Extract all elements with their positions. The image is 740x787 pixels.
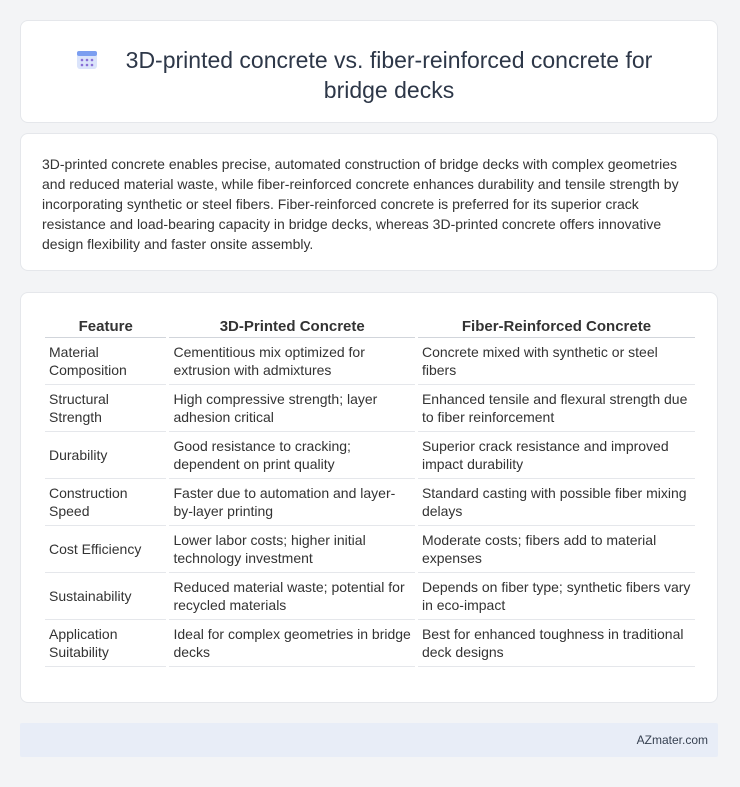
feature-cell: Application Suitability [45,620,166,667]
printed-cell: Ideal for complex geometries in bridge decks [169,620,414,667]
comparison-card [20,292,718,703]
printed-cell: High compressive strength; layer adhesion critical [169,385,414,432]
feature-cell: Structural Strength [45,385,166,432]
column-header: 3D-Printed Concrete [169,313,414,338]
feature-cell: Sustainability [45,573,166,620]
table-header-row [45,313,695,338]
printed-cell: Good resistance to cracking; dependent on print quality [169,432,414,479]
fiber-cell: Superior crack resistance and improved impact durability [418,432,695,479]
intro-card [20,133,718,271]
table-row [45,620,695,667]
intro-paragraph: 3D-printed concrete enables precise, automated construction of bridge decks with complex geometries and reduced material waste, while fiber-reinforced concrete enhances durability and tensile strength by incorporating synthetic or steel fibers. Fiber-reinforced concrete is preferred for its superior crack resistance and load-bearing capacity in bridge decks, whereas 3D-printed concrete offers innovative design flexibility and faster onsite assembly. [42,156,679,252]
fiber-cell: Enhanced tensile and flexural strength due to fiber reinforcement [418,385,695,432]
feature-cell: Durability [45,432,166,479]
table-row [45,526,695,573]
table-row [45,573,695,620]
footer-bar [20,723,718,757]
fiber-cell: Moderate costs; fibers add to material expenses [418,526,695,573]
table-row [45,479,695,526]
printed-cell: Cementitious mix optimized for extrusion with admixtures [169,338,414,385]
fiber-cell: Depends on fiber type; synthetic fibers vary in eco-impact [418,573,695,620]
title-card [20,20,718,123]
feature-cell: Material Composition [45,338,166,385]
fiber-cell: Concrete mixed with synthetic or steel fibers [418,338,695,385]
table-row [45,338,695,385]
feature-cell: Construction Speed [45,479,166,526]
source-label: AZmater.com [636,733,708,747]
column-header: Fiber-Reinforced Concrete [418,313,695,338]
page-title: 3D-printed concrete vs. fiber-reinforced concrete for bridge decks [125,47,653,103]
feature-cell: Cost Efficiency [45,526,166,573]
printed-cell: Lower labor costs; higher initial technology investment [169,526,414,573]
table-row [45,385,695,432]
comparison-table [42,313,698,667]
printed-cell: Faster due to automation and layer-by-layer printing [169,479,414,526]
table-row [45,432,695,479]
fiber-cell: Best for enhanced toughness in traditional deck designs [418,620,695,667]
fiber-cell: Standard casting with possible fiber mixing delays [418,479,695,526]
column-header: Feature [45,313,166,338]
printed-cell: Reduced material waste; potential for recycled materials [169,573,414,620]
